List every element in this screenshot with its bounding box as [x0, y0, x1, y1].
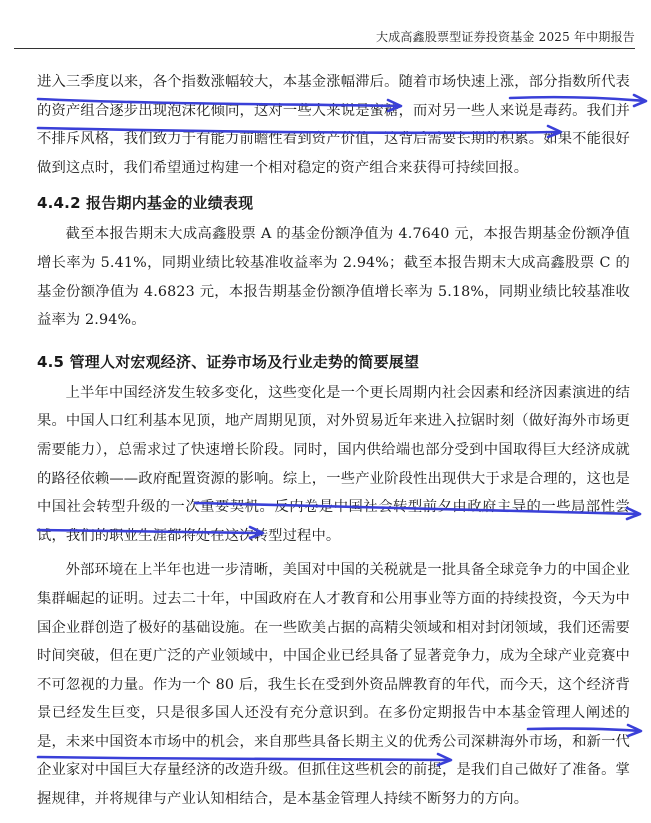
header-divider [14, 48, 635, 49]
outlook-paragraph-1: 上半年中国经济发生较多变化，这些变化是一个更长周期内社会因素和经济因素演进的结果。中国人口红利基本见顶，地产周期见顶，对外贸易近年来进入拉锯时刻（做好海外市场更需要能力），总需求过了快速增长阶段。同时，国内供给端也部分受到中国取得巨大经济成就的路径依赖——政府配置资源的影响。综上，一些产业阶段性出现供大于求是合理的，这也是中国社会转型升级的一次重要契机。反内卷是中国社会转型前夕由政府主导的一些局部性尝试，我们的职业生涯都将处在这次转型过程中。 [37, 384, 630, 544]
performance-paragraph: 截至本报告期末大成高鑫股票 A 的基金份额净值为 4.7640 元，本报告期基金份额净值增长率为 5.41%，同期业绩比较基准收益率为 2.94%；截至本报告期末大成高鑫股票 C 的基金份额净值为 4.6823 元，本报告期基金份额净值增长率为 5.18%，同期业绩比较基准收益率为 2.94%。 [37, 226, 630, 329]
report-header-title: 大成高鑫股票型证券投资基金 2025 年中期报告 [376, 30, 635, 44]
outlook-paragraph-2: 外部环境在上半年也进一步清晰，美国对中国的关税就是一批具备全球竞争力的中国企业集群崛起的证明。过去二十年，中国政府在人才教育和公用事业等方面的持续投资，今天为中国企业群创造了极好的基础设施。在一些欧美占据的高精尖领域和相对封闭领域，我们还需要时间突破，但在更广泛的产业领域中，中国企业已经具备了显著竞争力，成为全球产业竞赛中不可忽视的力量。作为一个 80 后，我生长在受到外资品牌教育的年代，而今天，这个经济背景已经发生巨变，只是很多国人还没有充分意识到。在多份定期报告中本基金管理人阐述的是，未来中国资本市场中的机会，来自那些具备长期主义的优秀公司深耕海外市场，和新一代企业家对中国巨大存量经济的改造升级。但抓住这些机会的前提，是我们自己做好了准备。掌握规律，并将规律与产业认知相结合，是本基金管理人持续不断努力的方向。 [37, 562, 630, 808]
document-body [37, 68, 630, 814]
intro-paragraph: 进入三季度以来，各个指数涨幅较大，本基金涨幅滞后。随着市场快速上涨，部分指数所代表的资产组合逐步出现泡沫化倾向，这对一些人来说是蜜糖，而对另一些人来说是毒药。我们并不排斥风格，我们致力于有能力前瞻性看到资产价值，这背后需要长期的积累。如果不能很好做到这点时，我们希望通过构建一个相对稳定的资产组合来获得可持续回报。 [37, 74, 630, 176]
section-4-4-2-heading: 4.4.2 报告期内基金的业绩表现 [37, 194, 254, 213]
underline-arrow-2-head [634, 95, 646, 106]
section-4-5-heading: 4.5 管理人对宏观经济、证券市场及行业走势的简要展望 [37, 352, 420, 371]
